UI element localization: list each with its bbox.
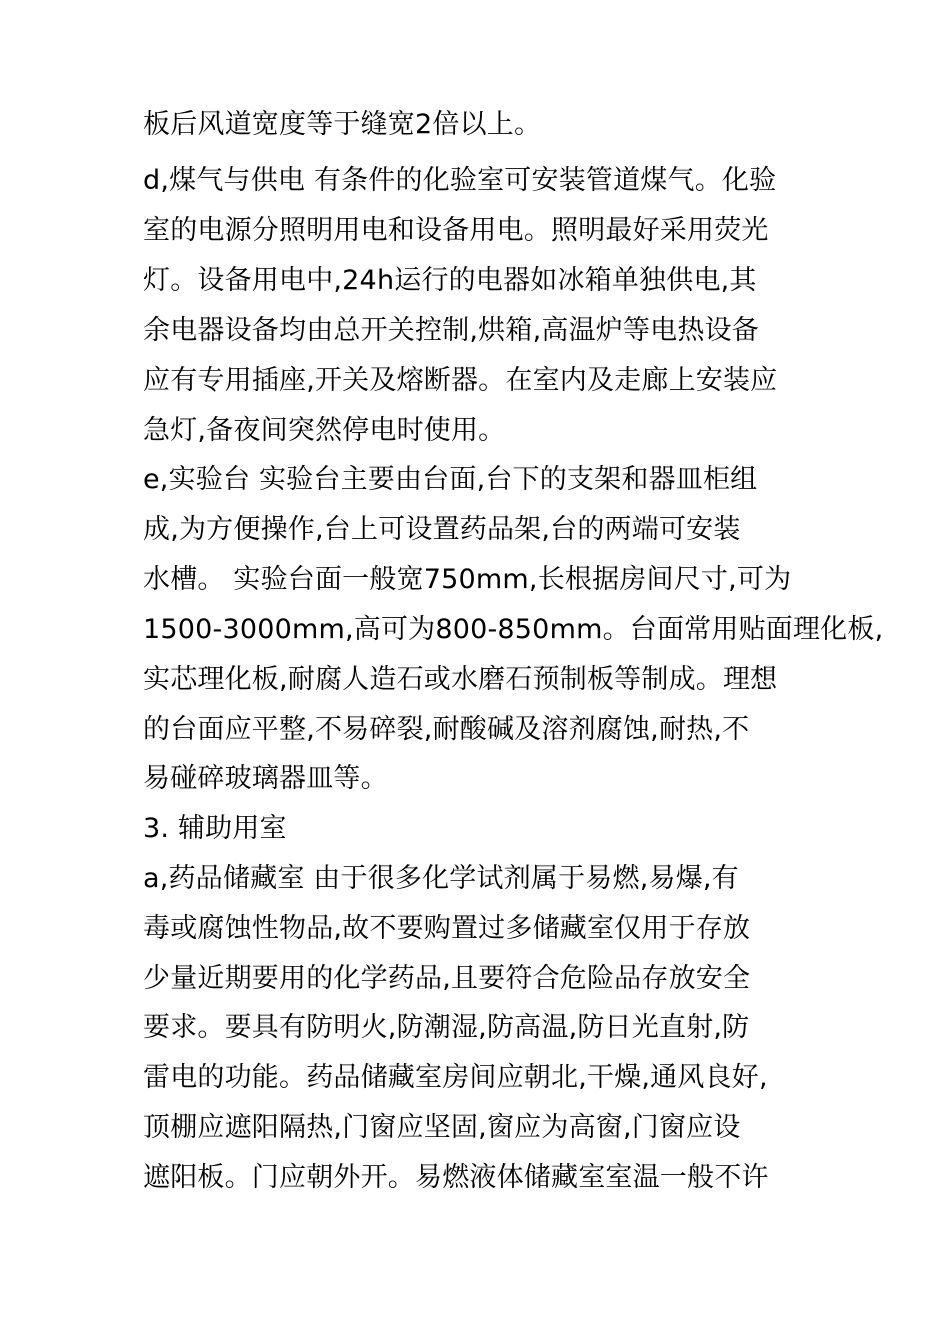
text-line-18: 少量近期要用的化学药品,且要符合危险品存放安全 <box>143 963 751 994</box>
text-line-16: a,药品储藏室 由于很多化学试剂属于易燃,易爆,有 <box>143 863 739 894</box>
text-line-1: 板后风道宽度等于缝宽2倍以上。 <box>143 109 542 140</box>
text-line-11: 1500-3000mm,高可为800-850mm。台面常用贴面理化板, <box>143 614 884 645</box>
text-line-22: 遮阳板。门应朝外开。易燃液体储藏室室温一般不许 <box>143 1162 769 1193</box>
text-line-5: 余电器设备均由总开关控制,烘箱,高温炉等电热设备 <box>143 315 759 346</box>
text-line-6: 应有专用插座,开关及熔断器。在室内及走廊上安装应 <box>143 365 778 396</box>
text-line-2: d,煤气与供电 有条件的化验室可安装管道煤气。化验 <box>143 165 777 196</box>
text-line-13: 的台面应平整,不易碎裂,耐酸碱及溶剂腐蚀,耐热,不 <box>143 714 750 745</box>
text-line-8: e,实验台 实验台主要由台面,台下的支架和器皿柜组 <box>143 464 758 495</box>
text-line-10: 水槽。 实验台面一般宽750mm,长根据房间尺寸,可为 <box>143 564 792 595</box>
text-line-21: 顶棚应遮阳隔热,门窗应坚固,窗应为高窗,门窗应设 <box>143 1112 741 1143</box>
text-line-14: 易碰碎玻璃器皿等。 <box>143 763 388 794</box>
text-line-9: 成,为方便操作,台上可设置药品架,台的两端可安装 <box>143 514 741 545</box>
text-line-7: 急灯,备夜间突然停电时使用。 <box>143 415 506 446</box>
text-line-3: 室的电源分照明用电和设备用电。照明最好采用荧光 <box>143 215 769 246</box>
text-line-17: 毒或腐蚀性物品,故不要购置过多储藏室仅用于存放 <box>143 913 751 944</box>
text-line-12: 实芯理化板,耐腐人造石或水磨石预制板等制成。理想 <box>143 664 778 695</box>
section-heading: 3. 辅助用室 <box>143 813 287 844</box>
text-line-4: 灯。设备用电中,24h运行的电器如冰箱单独供电,其 <box>143 265 757 296</box>
text-line-19: 要求。要具有防明火,防潮湿,防高温,防日光直射,防 <box>143 1012 750 1043</box>
text-line-20: 雷电的功能。药品储藏室房间应朝北,干燥,通风良好, <box>143 1062 768 1093</box>
